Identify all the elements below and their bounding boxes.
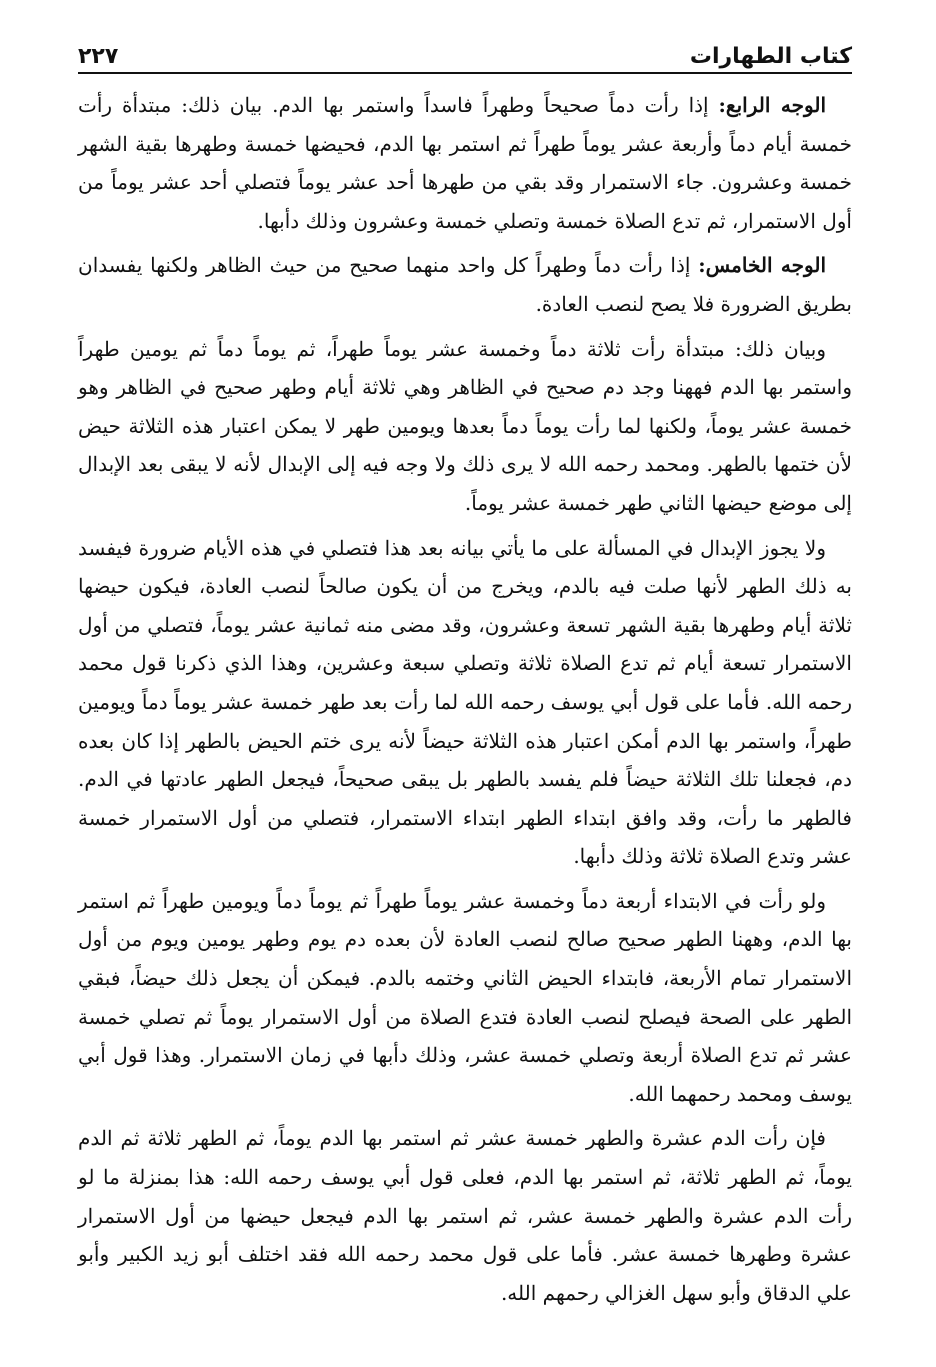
page-number: ٢٢٧ <box>78 44 119 69</box>
paragraph-5th-aspect <box>78 246 852 323</box>
paragraph-text: ولو رأت في الابتداء أربعة دماً وخمسة عشر يوماً طهراً ثم يوماً دماً ويومين طهراً ثم استمر بها الدم، وههنا الطهر صحيح صالح لنصب العادة لأن بعده دم يوم وطهر يومين ويوم من أول الاستمرار تمام الأربعة، فابتداء الحيض الثاني وختمه بالدم. فيمكن أن يجعل ذلك حيضاً، فبقي الطهر على الصحة فيصلح لنصب العادة فتدع الصلاة من أول الاستمرار يوماً ثم تصلي خمسة عشر ثم تدع الصلاة أربعة وتصلي خمسة عشر، وذلك دأبها في زمان الاستمرار. وهذا قول أبي يوسف ومحمد رحمهما الله. <box>78 888 852 1106</box>
book-title: كتاب الطهارات <box>689 44 852 69</box>
paragraph-4th-aspect <box>78 86 852 240</box>
paragraph-lead: الوجه الخامس: <box>698 253 826 278</box>
paragraph-substitution <box>78 529 852 876</box>
paragraph-ten-days <box>78 1119 852 1312</box>
paragraph-four-days <box>78 882 852 1114</box>
paragraph-explanation <box>78 330 852 523</box>
paragraph-text: فإن رأت الدم عشرة والطهر خمسة عشر ثم استمر بها الدم يوماً، ثم الطهر ثلاثة ثم الدم يوماً، ثم الطهر ثلاثة، ثم استمر بها الدم، فعلى قول أبي يوسف رحمه الله: هذا بمنزلة ما لو رأت الدم عشرة والطهر خمسة عشر، ثم استمر بها الدم فيجعل حيضها من أول الاستمرار عشرة وطهرها خمسة عشر. فأما على قول محمد رحمه الله فقد اختلف أبو زيد الكبير وأبو علي الدقاق وأبو سهل الغزالي رحمهم الله. <box>78 1126 852 1305</box>
paragraph-text: إذا رأت دماً وطهراً كل واحد منهما صحيح من حيث الظاهر ولكنها يفسدان بطريق الضرورة فلا يصح لنصب العادة. <box>78 253 852 316</box>
paragraph-text: ولا يجوز الإبدال في المسألة على ما يأتي بيانه بعد هذا فتصلي في هذه الأيام ضرورة فيفسد به ذلك الطهر لأنها صلت فيه بالدم، ويخرج من أن يكون صالحاً لنصب العادة، فيكون حيضها ثلاثة أيام وطهرها بقية الشهر تسعة وعشرون، وقد مضى منه ثمانية عشر يوماً، فتصلي من أول الاستمرار تسعة أيام ثم تدع الصلاة ثلاثة وتصلي سبعة وعشرين، وهذا الذي ذكرنا قول محمد رحمه الله. فأما على قول أبي يوسف رحمه الله لما رأت بعد طهر خمسة عشر يوماً دماً ويومين طهراً، واستمر بها الدم أمكن اعتبار هذه الثلاثة حيضاً لأنه يرى ختم الحيض بالطهر إذا كان بعده دم، فجعلنا تلك الثلاثة حيضاً فلم يفسد بالطهر بل يبقى صحيحاً، فيجعل الطهر عادتها في الدم. فالطهر ما رأت، وقد وافق ابتداء الطهر ابتداء الاستمرار، فتصلي من أول الاستمرار خمسة عشر وتدع الصلاة ثلاثة وذلك دأبها. <box>78 535 852 869</box>
body-text <box>78 86 852 1312</box>
paragraph-text: إذا رأت دماً صحيحاً وطهراً فاسداً واستمر بها الدم. بيان ذلك: مبتدأة رأت خمسة أيام دماً وأربعة عشر يوماً طهراً ثم استمر بها الدم، فحيضها خمسة وطهرها بقية الشهر خمسة وعشرون. جاء الاستمرار وقد بقي من طهرها أحد عشر يوماً فتصلي أحد عشر يوماً من أول الاستمرار، ثم تدع الصلاة خمسة وتصلي خمسة وعشرون وذلك دأبها. <box>78 93 852 233</box>
paragraph-text: وبيان ذلك: مبتدأة رأت ثلاثة دماً وخمسة عشر يوماً طهراً، ثم يوماً دماً ثم يومين طهراً واستمر بها الدم فههنا وجد دم صحيح في الظاهر وهي ثلاثة أيام وطهر صحيح في الظاهر وهو خمسة عشر يوماً، ولكنها لما رأت يوماً دماً بعدها ويومين طهر لا يمكن اعتبار هذه الثلاثة حيض لأن ختمها بالطهر. ومحمد رحمه الله لا يرى ذلك ولا وجه فيه إلى الإبدال لأنه لا يبقى بعد الإبدال إلى موضع حيضها الثاني طهر خمسة عشر يوماً. <box>78 336 852 515</box>
paragraph-lead: الوجه الرابع: <box>718 93 826 117</box>
running-header <box>78 28 852 74</box>
